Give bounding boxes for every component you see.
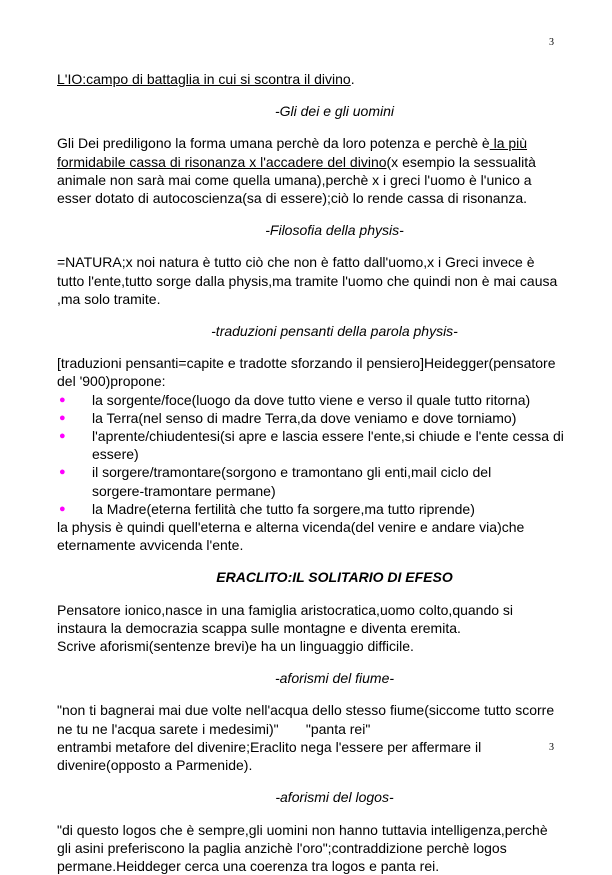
paragraph-line: la physis è quindi quell'eterna e alterna vicenda(del venire e andare via)che — [57, 519, 525, 536]
paragraph-line: del '900)propone: — [57, 373, 166, 390]
paragraph-line: entrambi metafore del divenire;Eraclito nega l'essere per affermare il — [57, 738, 482, 755]
paragraph-line: "non ti bagnerai mai due volte nell'acqua dello stesso fiume(siccome tutto scorre — [57, 702, 555, 719]
section-heading-logos: -aforismi del logos- — [275, 789, 394, 806]
list-item: ● la sorgente/foce(luogo da dove tutto viene e verso il quale tutto ritorna) — [59, 391, 531, 408]
section-heading-physis: -Filosofia della physis- — [265, 222, 404, 239]
paragraph-line: gli asini preferiscono la paglia anzichè l'oro";contraddizione perchè logos — [57, 839, 507, 856]
page-number-top: 3 — [549, 37, 554, 48]
document-body — [57, 70, 612, 875]
physis-translations-list — [57, 391, 612, 518]
paragraph-line: Gli Dei prediligono la forma umana perchè da loro potenza e perchè è la più — [57, 135, 528, 152]
list-item: ● l'aprente/chiudentesi(si apre e lascia essere l'ente,si chiude e l'ente cessa di essere) — [59, 428, 564, 463]
paragraph-line: =NATURA;x noi natura è tutto ciò che non è fatto dall'uomo,x i Greci invece è — [57, 254, 535, 271]
io-underlined-text: L'IO:campo di battaglia in cui si scontra il divino — [57, 71, 351, 87]
paragraph-line: formidabile cassa di risonanza x l'accadere del divino(x esempio la sessualità — [57, 153, 536, 170]
paragraph-line: "di questo logos che è sempre,gli uomini non hanno tuttavia intelligenza,perchè — [57, 821, 548, 838]
paragraph-line: Scrive aforismi(sentenze brevi)e ha un linguaggio difficile. — [57, 638, 414, 655]
paragraph-line: instaura la democrazia scappa sulle montagne e diventa eremita. — [57, 619, 461, 636]
bullet-icon: ● — [59, 411, 66, 424]
paragraph-line: permane.Heiddeger cerca una coerenza tra logos e panta rei. — [57, 857, 440, 874]
bullet-icon: ● — [59, 466, 66, 479]
list-item: ● il sorgere/tramontare(sorgono e tramontano gli enti,mail ciclo del sorgere-tramontare permane) — [59, 464, 492, 499]
paragraph-line: [traduzioni pensanti=capite e tradotte sforzando il pensiero]Heidegger(pensatore — [57, 355, 556, 372]
paragraph-line: eternamente avvicenda l'ente. — [57, 537, 244, 554]
list-item: ● la Terra(nel senso di madre Terra,da dove veniamo e dove torniamo) — [59, 409, 517, 426]
bullet-icon: ● — [59, 393, 66, 406]
paragraph-line: tutto l'ente,tutto sorge dalla physis,ma tramite l'uomo che quindi non è mai causa — [57, 272, 558, 289]
intro-line: L'IO:campo di battaglia in cui si scontra il divino. — [57, 71, 355, 87]
page-number-bottom: 3 — [549, 742, 554, 753]
paragraph-line: ,ma solo tramite. — [57, 290, 161, 307]
paragraph-line: divenire(opposto a Parmenide). — [57, 757, 253, 774]
section-heading-dei: -Gli dei e gli uomini — [274, 103, 395, 120]
section-title-eraclito: ERACLITO:IL SOLITARIO DI EFESO — [216, 569, 453, 586]
paragraph-line: animale non sarà mai come quella umana),perchè x i greci l'uomo è l'unico a — [57, 171, 532, 188]
bullet-icon: ● — [59, 502, 66, 515]
paragraph-line: Pensatore ionico,nasce in una famiglia aristocratica,uomo colto,quando si — [57, 601, 514, 618]
bullet-icon: ● — [59, 430, 66, 443]
section-heading-traduzioni: -traduzioni pensanti della parola physis- — [211, 323, 458, 340]
paragraph-line: esser dotato di autocoscienza(sa di essere);ciò lo rende cassa di risonanza. — [57, 190, 528, 207]
list-item: ● la Madre(eterna fertilità che tutto fa sorgere,ma tutto riprende) — [59, 500, 475, 517]
paragraph-line: ne tu ne l'acqua sarete i medesimi)" "panta rei" — [57, 720, 371, 737]
section-heading-fiume: -aforismi del fiume- — [274, 670, 395, 687]
